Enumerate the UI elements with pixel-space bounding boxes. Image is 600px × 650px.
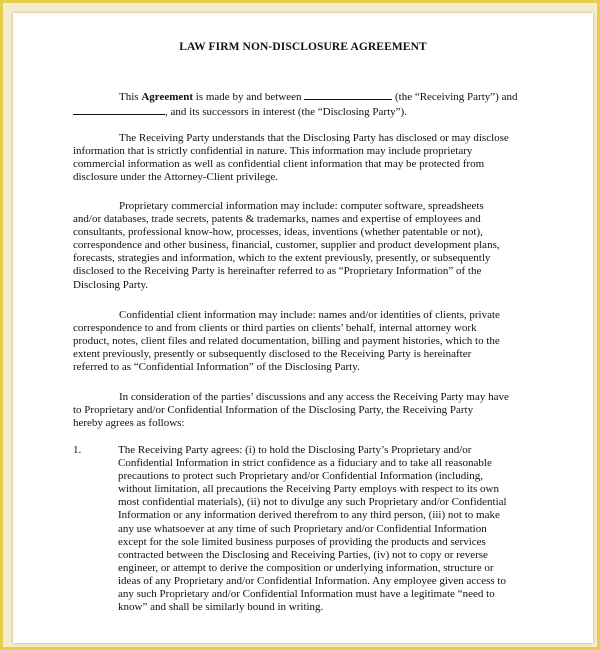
paragraph-line: Proprietary commercial information may include: computer software, spreadsheets bbox=[119, 200, 484, 212]
paragraph-line: and/or databases, trade secrets, patents & trademarks, names and expertise of employees and bbox=[73, 213, 481, 226]
receiving-party-blank bbox=[304, 89, 392, 100]
item-number: 1. bbox=[73, 444, 82, 456]
paragraph-line: referred to as “Confidential Information” of the Disclosing Party. bbox=[73, 361, 360, 374]
intro-text-d: (the “Receiving Party”) and bbox=[392, 91, 518, 103]
intro-agreement-word: Agreement bbox=[141, 91, 194, 103]
paragraph-line: correspondence and other business, financial, customer, supplier and product development plans, bbox=[73, 239, 500, 252]
intro-line-2 bbox=[73, 104, 553, 119]
item-line: engineer, or attempt to derive the composition or underlying information, structure or bbox=[118, 561, 494, 574]
paragraph-line: disclosed to the Receiving Party is hereinafter referred to as “Proprietary Information” of the bbox=[73, 265, 482, 278]
paragraph-2 bbox=[73, 200, 553, 292]
paragraph-line: In consideration of the parties’ discussions and any access the Receiving Party may have bbox=[119, 391, 509, 403]
item-line: any such Proprietary and/or Confidential Information must have a legitimate “need to bbox=[118, 588, 495, 601]
document-title: LAW FIRM NON-DISCLOSURE AGREEMENT bbox=[179, 41, 427, 53]
item-line: The Receiving Party agrees: (i) to hold the Disclosing Party’s Proprietary and/or bbox=[118, 444, 472, 456]
item-line: contracted between the Disclosing and Receiving Parties, (iv) not to copy or reverse bbox=[118, 548, 488, 561]
intro-text-c: is made by and between bbox=[193, 91, 305, 103]
item-line: without limitation, all precautions the Receiving Party employs with respect to its own bbox=[118, 483, 499, 496]
item-line: Information or any information derived therefrom to any third person, (iii) not to make bbox=[118, 509, 500, 522]
paragraph-line: forecasts, strategies and information, which to the extent previously, presently, or subsequently bbox=[73, 252, 491, 265]
paragraph-line: Disclosing Party. bbox=[73, 278, 149, 291]
paragraph-3 bbox=[73, 309, 553, 374]
intro-line-1 bbox=[73, 89, 553, 104]
intro-paragraph bbox=[73, 89, 553, 119]
paragraph-line: hereby agrees as follows: bbox=[73, 417, 185, 430]
paragraph-line: Confidential client information may include: names and/or identities of clients, private bbox=[119, 309, 500, 321]
paragraph-line: disclosure under the Attorney-Client privilege. bbox=[73, 171, 278, 184]
paragraph-line: extent previously, presently or subsequently disclosed to the Receiving Party is hereinafter bbox=[73, 348, 472, 361]
item-line: except for the sole limited business purposes of providing the products and services bbox=[118, 535, 486, 548]
paragraph-line: product, notes, client files and related documentation, billing and payment histories, which to the bbox=[73, 335, 500, 348]
paragraph-1 bbox=[73, 132, 553, 184]
item-line: most confidential materials), (ii) not to divulge any such Proprietary and/or Confidential bbox=[118, 496, 507, 509]
paragraph-line: The Receiving Party understands that the Disclosing Party has disclosed or may disclose bbox=[119, 132, 509, 144]
item-body bbox=[118, 444, 548, 614]
disclosing-party-blank bbox=[73, 104, 165, 115]
item-line: any use whatsoever at any time of such Proprietary and/or Confidential Information bbox=[118, 522, 487, 535]
document-page bbox=[13, 13, 593, 643]
item-line: Confidential Information in strict confidence as a fiduciary and to take all reasonable bbox=[118, 457, 492, 470]
item-line: ideas of any Proprietary and/or Confidential Information. Any employee given access to bbox=[118, 574, 506, 587]
paragraph-4 bbox=[73, 391, 553, 430]
paragraph-line: to Proprietary and/or Confidential Information of the Disclosing Party, the Receiving Party bbox=[73, 404, 474, 417]
paragraph-line: information that is strictly confidential in nature. This information may include proprietary bbox=[73, 145, 473, 158]
item-line: precautions to protect such Proprietary and/or Confidential Information (including, bbox=[118, 470, 484, 483]
intro-text-a: This bbox=[119, 91, 142, 103]
intro-text-2: , and its successors in interest (the “Disclosing Party”). bbox=[165, 106, 407, 119]
paragraph-line: commercial information as well as confidential client information that may be protected from bbox=[73, 158, 485, 171]
paragraph-line: correspondence to and from clients or third parties on clients’ behalf, internal attorney work bbox=[73, 322, 477, 335]
paragraph-line: consultants, professional know-how, processes, ideas, inventions (whether patentable or not), bbox=[73, 226, 483, 239]
item-line: know” and shall be similarly bound in writing. bbox=[118, 601, 324, 614]
